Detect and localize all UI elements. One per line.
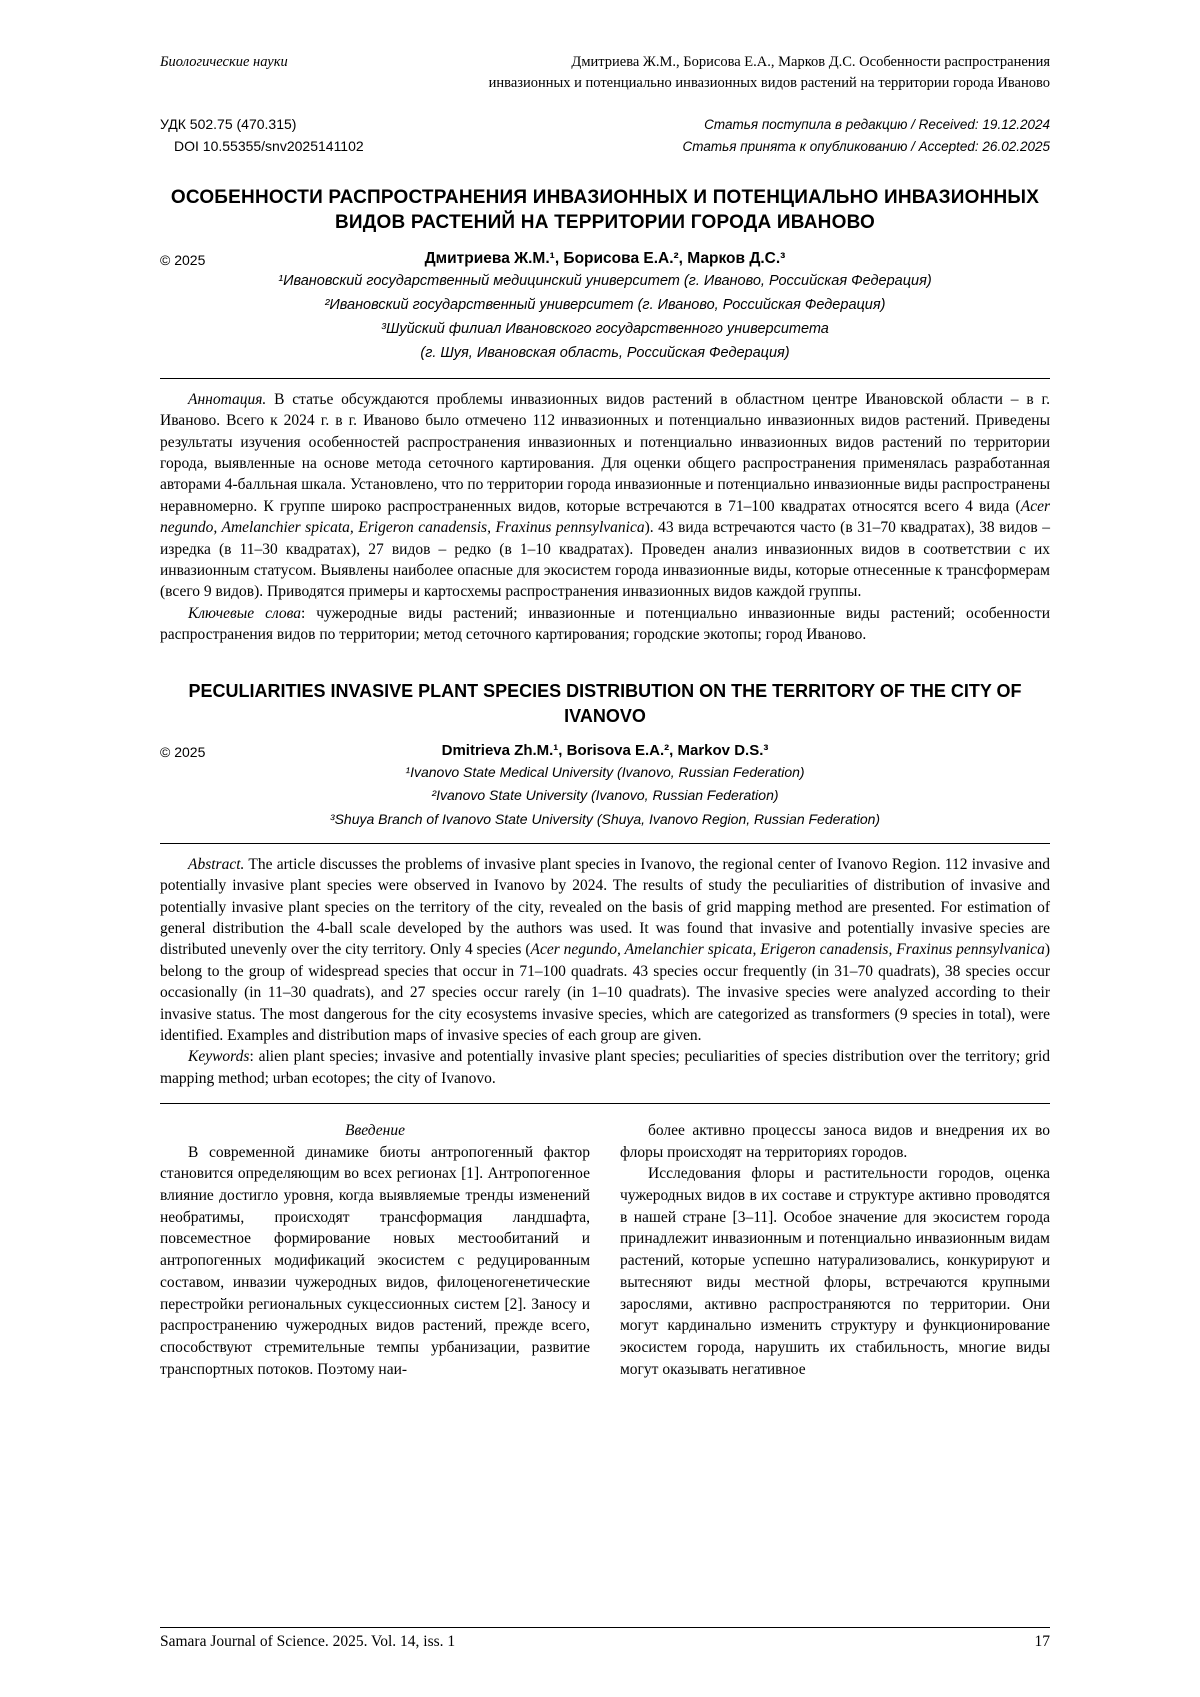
divider-top-ru	[160, 378, 1050, 379]
divider-body	[160, 1103, 1050, 1104]
abstract-ru	[160, 389, 1050, 646]
keywords-ru-paragraph	[160, 603, 1050, 646]
body-paragraph-1: В современной динамике биоты антропогенный фактор становится определяющим во всех регионах [1]. Антропогенное влияние достигло уровня, когда выявляемые тренды изменений необратимы, происходят трансформация ландшафта, повсеместное формирование новых местообитаний и антропогенных модификаций экосистем с редуцированным составом, инвазии чужеродных видов, филоценогенетические перестройки региональных сукцессионных систем [2]. Заносу и распространению чужеродных видов растений, прежде всего, способствуют стремительные темпы урбанизации, развитие транспортных потоков. Поэтому наи-	[160, 1143, 590, 1378]
affiliation-en-2: ²Ivanovo State University (Ivanovo, Russian Federation)	[431, 787, 779, 804]
abstract-ru-text-1: В статье обсуждаются проблемы инвазионных видов растений в областном центре Ивановской области – в г. Иваново. Всего к 2024 г. в г. Иваново было отмечено 112 инвазионных и потенциально инвазионных видов растений. Приведены результаты изучения особенностей распространения инвазионных и потенциально инвазионных видов растений по территории города, выявленные на основе метода сеточного картирования. Для оценки общего распространения применялась разработанная авторами 4-балльная шкала. Установлено, что по территории города инвазионные и потенциально инвазионные виды распространены неравномерно. К группе широко распространенных видов, которые встречаются в 71–100 квадратах относятся всего 4 вида (	[160, 390, 1050, 515]
body-columns	[160, 1120, 1050, 1380]
running-head-right-line2: инвазионных и потенциально инвазионных видов растений на территории города Иваново	[488, 75, 1050, 92]
abstract-en-text-1: The article discusses the problems of invasive plant species in Ivanovo, the regional center of Ivanovo Region. 112 invasive and potentially invasive plant species were observed in Ivanovo by 2024. The results of study the peculiarities of distribution of invasive and potentially invasive plant species on the territory of the city, revealed on the basis of grid mapping method are presented. For estimation of general distribution the 4-ball scale developed by the authors was used. It was found that invasive and potentially invasive species are distributed unevenly over the city territory. Only 4 species (	[160, 855, 1050, 959]
affiliation-en-1: ¹Ivanovo State Medical University (Ivanovo, Russian Federation)	[405, 764, 805, 780]
accepted-date: Статья принята к опубликованию / Accepted: 26.02.2025	[682, 139, 1050, 155]
section-heading-introduction: Введение	[345, 1122, 405, 1140]
keywords-ru-label: Ключевые слова	[188, 604, 302, 622]
abstract-ru-paragraph	[160, 389, 1050, 603]
footer-journal: Samara Journal of Science. 2025. Vol. 14, iss. 1	[160, 1633, 456, 1650]
divider-top-en	[160, 843, 1050, 844]
page-footer	[160, 1627, 1050, 1651]
received-date: Статья поступила в редакцию / Received: 19.12.2024	[704, 117, 1050, 133]
body-column-right	[620, 1120, 1050, 1380]
copyright-en: © 2025	[160, 744, 206, 760]
running-head	[160, 52, 1050, 94]
running-head-right	[310, 52, 1050, 94]
abstract-ru-species: Acer negundo, Amelanchier spicata, Erigeron canadensis, Fraxinus pennsylvanica	[160, 497, 1050, 537]
authors-ru: Дмитриева Ж.М.¹, Борисова Е.А.², Марков Д.С.³	[424, 249, 786, 267]
article-meta	[160, 114, 1050, 159]
doi-code[interactable]: DOI 10.55355/snv2025141102	[174, 137, 364, 154]
page-title-en: PECULIARITIES INVASIVE PLANT SPECIES DISTRIBUTION ON THE TERRITORY OF THE CITY OF IVANOVO	[188, 681, 1022, 726]
body-paragraph-2: более активно процессы заноса видов и внедрения их во флоры происходят на территориях городов.	[620, 1122, 1050, 1161]
affiliation-ru-2: ²Ивановский государственный университет (г. Иваново, Российская Федерация)	[324, 296, 886, 313]
abstract-ru-text-2: ). 43 вида встречаются часто (в 31–70 квадратах), 38 видов – изредка (в 11–30 квадратах), 27 видов – редко (в 1–10 квадратах). Проведен анализ инвазионных видов в соответствии с их инвазионным статусом. Выявлены наиболее опасные для экосистем города инвазионные виды, которые отнесенные к трансформерам (всего 9 видов). Приводятся примеры и картосхемы распространения инвазионных видов каждой группы.	[160, 519, 1050, 601]
authors-en: Dmitrieva Zh.M.¹, Borisova E.A.², Markov D.S.³	[441, 742, 769, 759]
keywords-en-text: : alien plant species; invasive and potentially invasive plant species; peculiarities of species distribution over the territory; grid mapping method; urban ecotopes; the city of Ivanovo.	[160, 1048, 1050, 1087]
body-paragraph-3: Исследования флоры и растительности городов, оценка чужеродных видов в их составе и структуре активно проводятся в нашей стране [3–11]. Особое значение для экосистем города принадлежит инвазионным и потенциально инвазионным видам растений, которые успешно натурализовались, конкурируют и вытесняют виды местной флоры, встречаются крупными зарослями, активно распространяются по территории. Они могут кардинально изменить структуру и функционирование экосистем города, нарушить их стабильность, многие виды могут оказывать негативное	[620, 1165, 1050, 1378]
submission-dates	[683, 114, 1050, 159]
keywords-en-label: Keywords	[188, 1048, 250, 1066]
footer-page-number: 17	[1034, 1633, 1050, 1650]
page-title-ru: ОСОБЕННОСТИ РАСПРОСТРАНЕНИЯ ИНВАЗИОННЫХ И ПОТЕНЦИАЛЬНО ИНВАЗИОННЫХ ВИДОВ РАСТЕНИЙ НА ТЕРРИТОРИИ ГОРОДА ИВАНОВО	[170, 186, 1040, 234]
abstract-en-paragraph	[160, 854, 1050, 1046]
abstract-en-species: Acer negundo, Amelanchier spicata, Erigeron canadensis, Fraxinus pennsylvanica	[530, 941, 1045, 959]
copyright-ru: © 2025	[160, 251, 206, 268]
affiliation-en-3: ³Shuya Branch of Ivanovo State University (Shuya, Ivanovo Region, Russian Federation)	[329, 810, 881, 827]
page-content	[160, 52, 1050, 1380]
running-head-left: Биологические науки	[160, 54, 288, 70]
affiliation-ru-3b: (г. Шуя, Ивановская область, Российская Федерация)	[420, 344, 790, 361]
abstract-en-label: Abstract.	[188, 855, 245, 873]
running-head-right-line1: Дмитриева Ж.М., Борисова Е.А., Марков Д.С. Особенности распространения	[571, 54, 1050, 70]
abstract-en	[160, 854, 1050, 1089]
body-column-left	[160, 1120, 590, 1380]
udk-code: УДК 502.75 (470.315)	[160, 116, 297, 133]
abstract-en-text-2: ) belong to the group of widespread species that occur in 71–100 quadrats. 43 species occur frequently (in 31–70 quadrats), 38 species occur occasionally (in 11–30 quadrats), and 27 species occur rarely (in 1–10 quadrats). The invasive species were analyzed according to their invasive status. The most dangerous for the city ecosystems invasive species, which are categorized as transformers (9 species in total), were identified. Examples and distribution maps of invasive species of each group are given.	[160, 941, 1050, 1044]
abstract-ru-label: Аннотация.	[188, 390, 267, 408]
keywords-ru-text: : чужеродные виды растений; инвазионные и потенциально инвазионные виды растений; особенности распространения видов по территории; метод сеточного картирования; городские экотопы; город Иваново.	[160, 604, 1050, 644]
affiliation-ru-3: ³Шуйский филиал Ивановского государственного университета	[381, 320, 829, 337]
identifiers	[160, 114, 364, 159]
keywords-en-paragraph	[160, 1046, 1050, 1089]
affiliation-ru-1: ¹Ивановский государственный медицинский университет (г. Иваново, Российская Федерация)	[278, 272, 932, 289]
